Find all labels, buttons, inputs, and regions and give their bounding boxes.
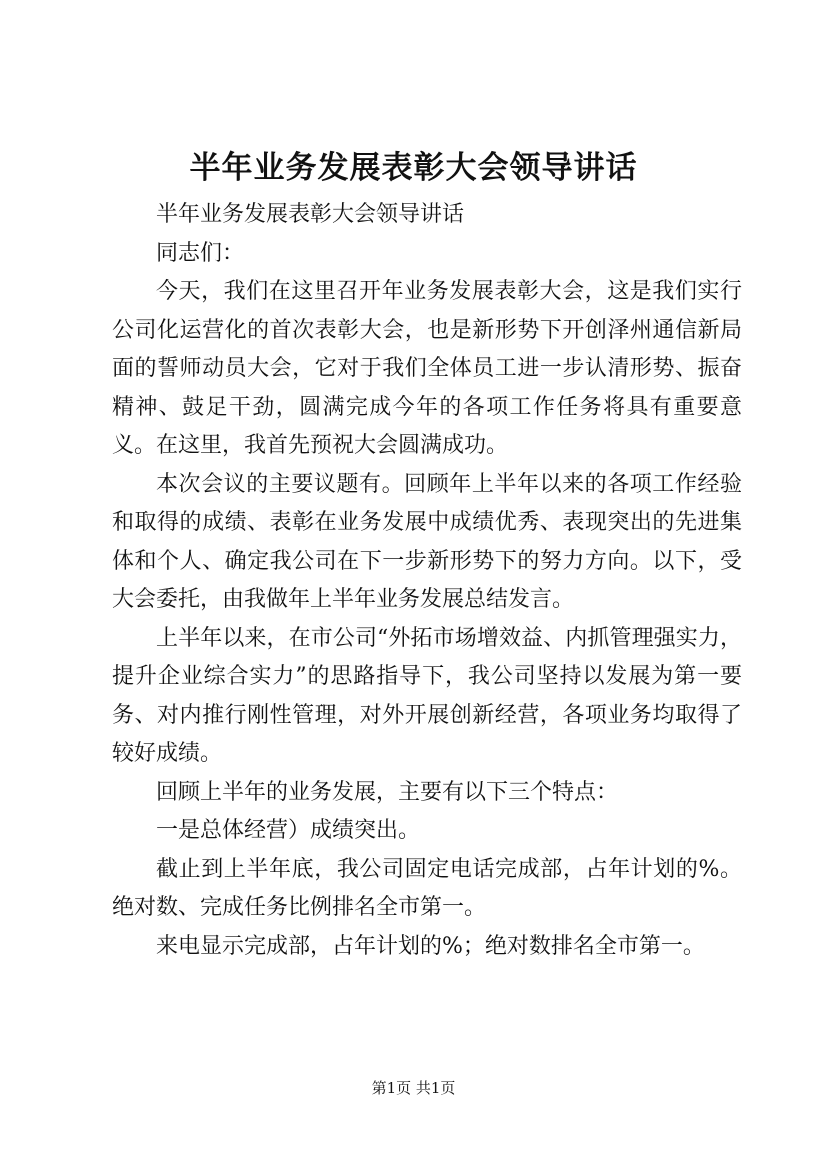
document-body [112, 196, 742, 966]
paragraph-agenda: 本次会议的主要议题有。回顾年上半年以来的各项工作经验和取得的成绩、表彰在业务发展中成绩优秀、表现突出的先进集体和个人、确定我公司在下一步新形势下的努力方向。以下，受大会委托，由我做年上半年业务发展总结发言。 [112, 471, 742, 612]
page-footer: 第1页 共1页 [371, 1079, 456, 1097]
document-title: 半年业务发展表彰大会领导讲话 [189, 150, 638, 186]
paragraph-feature-one: 一是总体经营）成绩突出。 [156, 818, 421, 843]
paragraph-salutation: 同志们： [156, 240, 245, 266]
paragraph-opening: 今天，我们在这里召开年业务发展表彰大会，这是我们实行公司化运营化的首次表彰大会，也是新形势下开创泽州通信新局面的誓师动员大会，它对于我们全体员工进一步认清形势、振奋精神、鼓足干劲，圆满完成今年的各项工作任务将具有重要意义。在这里，我首先预祝大会圆满成功。 [112, 279, 742, 458]
paragraph-features-intro: 回顾上半年的业务发展，主要有以下三个特点： [156, 779, 619, 805]
paragraph-caller-id: 来电显示完成部，占年计划的%；绝对数排名全市第一。 [156, 933, 705, 959]
paragraph-fixed-phone: 截止到上半年底，我公司固定电话完成部，占年计划的%。绝对数、完成任务比例排名全市第一。 [112, 856, 742, 920]
paragraph-review: 上半年以来，在市公司“外拓市场增效益、内抓管理强实力，提升企业综合实力”的思路指导下，我公司坚持以发展为第一要务、对内推行刚性管理，对外开展创新经营，各项业务均取得了较好成绩。 [112, 625, 742, 766]
paragraph-subtitle: 半年业务发展表彰大会领导讲话 [156, 202, 465, 227]
